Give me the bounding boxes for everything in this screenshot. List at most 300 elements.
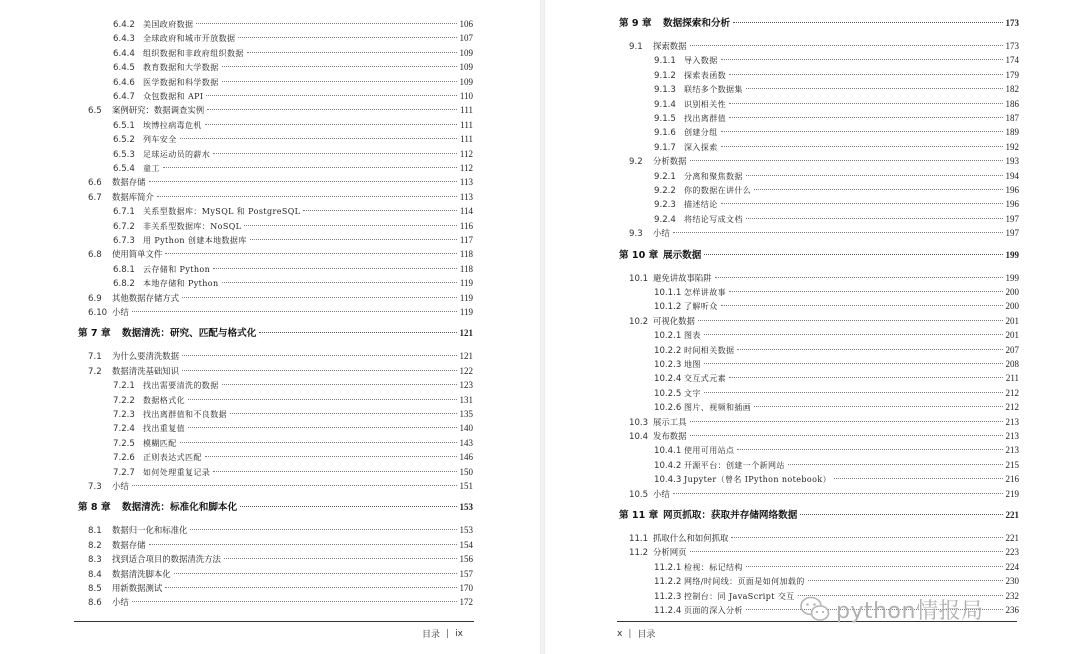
toc-page-number: 150 (459, 466, 473, 477)
section-number: 10.4.2 (654, 460, 682, 471)
toc-entry (654, 386, 1019, 400)
section-title: 找出离群值和不良数据 (143, 410, 227, 419)
section-title: 你的数据在讲什么 (684, 186, 752, 195)
toc-entry (629, 487, 1019, 501)
toc-chapter-entry (78, 500, 473, 516)
section-title: 深入探索 (684, 142, 718, 152)
dot-leader (746, 88, 1003, 89)
section-number: 10.2.5 (654, 388, 682, 399)
toc-page-number: 173 (1005, 18, 1019, 28)
section-title: 抓取什么和如何抓取 (653, 533, 729, 543)
section-title: 列车安全 (143, 135, 177, 145)
section-number: 10.1.2 (654, 302, 682, 313)
section-number: 9.1.6 (654, 128, 676, 139)
section-title: 本地存储和 Python (143, 279, 219, 289)
section-number: 7.2.5 (113, 438, 135, 449)
toc-entry (113, 421, 473, 435)
section-title: 可视化数据 (653, 315, 695, 326)
toc-entry (654, 53, 1019, 67)
toc-entry (113, 17, 473, 31)
section-number: 6.8.2 (113, 279, 135, 290)
dot-leader (729, 117, 1003, 118)
page-number: ix (455, 628, 463, 639)
section-number: 第 10 章 (619, 249, 659, 261)
toc-page-number: 212 (1005, 402, 1019, 413)
toc-page-number: 135 (459, 409, 473, 419)
footer-label: 目录 (637, 630, 656, 640)
dot-leader (213, 153, 457, 154)
dot-leader (690, 421, 1003, 422)
dot-leader (800, 514, 1002, 515)
toc-entry (654, 82, 1019, 96)
toc-entry (654, 68, 1019, 82)
toc-page-number: 118 (459, 249, 473, 260)
section-number: 10.4.3 (654, 475, 682, 486)
toc-entry (654, 183, 1019, 197)
section-title: 足球运动员的薪水 (143, 149, 211, 159)
dot-leader (721, 146, 1003, 147)
dot-leader (733, 22, 1002, 23)
toc-page-number: 232 (1005, 590, 1019, 601)
toc-page-number: 114 (459, 206, 473, 217)
toc-page-number: 112 (459, 163, 473, 173)
section-title: 其他数据存储方式 (112, 292, 179, 303)
toc-page-number: 113 (459, 191, 473, 202)
toc-page-number: 179 (1005, 69, 1019, 80)
toc-page-number: 197 (1005, 228, 1019, 239)
section-title: 创建分组 (684, 128, 718, 138)
section-title: 非关系型数据库：NoSQL (143, 221, 242, 231)
section-number: 6.4.5 (113, 63, 135, 74)
toc-page-number: 207 (1005, 344, 1019, 355)
toc-page-number: 117 (459, 235, 473, 245)
toc-entry (113, 276, 473, 290)
section-title: 检视：标记结构 (684, 562, 743, 572)
toc-page-number: 186 (1005, 98, 1019, 109)
toc-entry (88, 175, 473, 189)
toc-page-number: 182 (1005, 84, 1019, 95)
toc-entry (654, 197, 1019, 211)
toc-entry (88, 247, 473, 261)
toc-entry (113, 89, 473, 103)
dot-leader (746, 175, 1003, 176)
toc-page-number: 113 (459, 177, 473, 188)
footer-label: 目录 (422, 630, 441, 640)
section-number: 7.2.4 (113, 424, 135, 435)
toc-entry (629, 226, 1019, 240)
section-title: 控制台：同 JavaScript 交互 (684, 591, 795, 601)
toc-entry (88, 523, 473, 537)
dot-leader (729, 377, 1003, 378)
dot-leader (721, 131, 1003, 132)
dot-leader (673, 232, 1003, 233)
toc-page-number: 223 (1005, 547, 1019, 558)
toc-page-number: 123 (459, 380, 473, 391)
toc-entry (113, 219, 473, 233)
dot-leader (222, 282, 457, 283)
toc-page-number: 189 (1005, 127, 1019, 138)
dot-leader (746, 566, 1003, 567)
section-number: 9.1.2 (654, 70, 676, 81)
section-title: 分析网页 (653, 547, 687, 558)
toc-entry (654, 111, 1019, 125)
dot-leader (213, 268, 457, 269)
toc-page-number: 211 (1005, 373, 1019, 384)
toc-entry (88, 305, 473, 319)
section-number: 6.8.1 (113, 264, 135, 275)
dot-leader (132, 311, 457, 312)
section-number: 11.2.1 (654, 562, 682, 573)
dot-leader (754, 406, 1002, 407)
toc-entry (88, 103, 473, 117)
toc-entry (654, 371, 1019, 385)
section-title: 关系型数据库：MySQL 和 PostgreSQL (143, 207, 301, 217)
section-number: 8.3 (88, 555, 102, 566)
section-number: 11.1 (629, 534, 649, 544)
toc-page-number: 106 (459, 19, 473, 29)
section-number: 6.4.3 (113, 34, 135, 45)
dot-leader (165, 587, 456, 588)
section-number: 9.3 (629, 229, 643, 240)
section-number: 9.1.7 (654, 142, 676, 153)
section-title: 怎样讲故事 (684, 288, 726, 297)
toc-entry (629, 154, 1019, 168)
section-title: 网络/时间线：页面是如何加载的 (684, 577, 805, 587)
section-title: 网页抓取：获取并存储网络数据 (663, 510, 798, 521)
section-number: 8.4 (88, 569, 102, 580)
toc-entry (88, 190, 473, 204)
section-number: 6.4.4 (113, 48, 135, 59)
section-title: 分离和聚焦数据 (684, 171, 743, 181)
section-title: 分析数据 (653, 156, 687, 167)
dot-leader (808, 580, 1003, 581)
toc-entry (113, 262, 473, 276)
toc-page-number: 119 (459, 307, 473, 317)
toc-page-number: 121 (459, 328, 473, 339)
dot-leader (715, 277, 1003, 278)
toc-page-number: 196 (1005, 199, 1019, 210)
toc-entry (629, 531, 1019, 545)
section-title: 展示数据 (663, 249, 702, 261)
section-title: 案例研究：数据调查实例 (112, 105, 205, 116)
section-title: 数据存储 (112, 539, 146, 550)
section-title: 探索表函数 (684, 70, 726, 80)
section-title: 数据归一化和标准化 (112, 525, 188, 536)
section-title: 找出离群值 (684, 114, 726, 123)
section-number: 11.2 (629, 548, 649, 559)
section-title: 地图 (684, 360, 701, 369)
section-title: 小结 (112, 307, 129, 317)
dot-leader (240, 506, 456, 507)
section-number: 6.9 (88, 293, 102, 304)
toc-chapter-entry (78, 326, 473, 342)
toc-page-number: 112 (459, 148, 473, 159)
toc-page-number: 151 (459, 481, 473, 491)
toc-entry (654, 357, 1019, 371)
dot-leader (188, 427, 457, 428)
footer-separator: | (628, 628, 632, 639)
toc-page-number: 221 (1005, 510, 1019, 520)
section-title: 交互式元素 (684, 374, 726, 384)
dot-leader (213, 471, 456, 472)
toc-page-number: 236 (1005, 605, 1019, 615)
toc-page-number: 109 (459, 76, 473, 87)
section-title: 用新数据测试 (112, 583, 163, 593)
toc-page-number: 219 (1005, 488, 1019, 499)
toc-entry (629, 415, 1019, 429)
toc-entry (113, 46, 473, 60)
section-title: 小结 (653, 228, 670, 239)
section-title: 文字 (684, 388, 701, 398)
toc-page-number: 109 (459, 47, 473, 58)
dot-leader (165, 253, 457, 254)
toc-entry (113, 378, 473, 392)
toc-entry (88, 291, 473, 305)
dot-leader (737, 349, 1002, 350)
dot-leader (163, 167, 457, 168)
section-number: 6.4.7 (113, 92, 135, 102)
toc-entry (88, 349, 473, 363)
toc-page-number: 193 (1005, 156, 1019, 167)
section-title: 众包数据和 API (143, 92, 204, 101)
section-title: 数据清洗脚本化 (112, 568, 171, 579)
toc-entry (629, 314, 1019, 328)
dot-leader (729, 103, 1003, 104)
section-number: 9.2.2 (654, 186, 676, 196)
dot-leader (205, 124, 457, 125)
section-number: 10.1 (629, 273, 649, 284)
toc-page-number: 221 (1005, 533, 1019, 543)
toc-entry (654, 574, 1019, 588)
section-title: 数据格式化 (143, 395, 185, 405)
section-number: 7.2.6 (113, 453, 135, 464)
toc-page-number: 172 (459, 597, 473, 608)
toc-page-number: 109 (459, 62, 473, 73)
section-number: 6.5.2 (113, 135, 135, 146)
section-number: 6.7.2 (113, 221, 135, 232)
dot-leader (182, 297, 457, 298)
section-number: 10.2.2 (654, 345, 682, 356)
toc-page-number: 110 (459, 91, 473, 101)
section-number: 11.2.3 (654, 591, 682, 602)
toc-entry (654, 169, 1019, 183)
section-title: 导入数据 (684, 56, 718, 66)
toc-entry (113, 407, 473, 421)
section-title: 正则表达式匹配 (143, 453, 202, 463)
dot-leader (230, 413, 457, 414)
section-title: 数据清洗：标准化和脚本化 (122, 502, 238, 514)
toc-page-number: 157 (459, 568, 473, 579)
watermark-text: python情报局 (836, 598, 984, 624)
toc-entry (88, 552, 473, 566)
toc-page-number: 212 (1005, 387, 1019, 398)
dot-leader (704, 363, 1003, 364)
dot-leader (721, 59, 1003, 60)
dot-leader (690, 45, 1003, 46)
toc-page-number: 122 (459, 365, 473, 376)
toc-page-number: 213 (1005, 431, 1019, 441)
section-title: 童工 (143, 164, 160, 173)
toc-page-number: 194 (1005, 170, 1019, 181)
dot-leader (157, 196, 457, 197)
toc-entry (113, 147, 473, 161)
section-number: 9.2 (629, 157, 643, 168)
toc-chapter-entry (619, 508, 1019, 524)
section-number: 8.1 (88, 526, 102, 537)
section-number: 第 9 章 (619, 18, 652, 29)
toc-entry (113, 161, 473, 175)
toc-page-number: 154 (459, 539, 473, 550)
dot-leader (746, 218, 1003, 219)
section-number: 7.2.3 (113, 410, 135, 420)
section-number: 10.4.1 (654, 446, 682, 457)
section-title: 教育数据和大学数据 (143, 63, 219, 73)
section-number: 10.3 (629, 417, 649, 428)
section-title: 描述结论 (684, 200, 718, 210)
toc-entry (654, 560, 1019, 574)
section-title: 数据库简介 (112, 191, 154, 202)
toc-entry (88, 581, 473, 595)
toc-entry (654, 299, 1019, 313)
dot-leader (132, 485, 457, 486)
dot-leader (149, 181, 457, 182)
section-number: 6.6 (88, 178, 102, 189)
section-title: 时间相关数据 (684, 345, 735, 355)
toc-entry (113, 233, 473, 247)
section-number: 9.1.3 (654, 85, 676, 96)
toc-entry (654, 285, 1019, 299)
section-title: 模糊匹配 (143, 438, 177, 448)
section-number: 6.4.6 (113, 77, 135, 88)
section-number: 6.7 (88, 192, 102, 203)
dot-leader (737, 449, 1002, 450)
section-title: 找到适合项目的数据清洗方法 (112, 554, 221, 565)
section-number: 6.5 (88, 106, 102, 117)
toc-page-number: 200 (1005, 301, 1019, 312)
dot-leader (224, 558, 457, 559)
section-title: 云存储和 Python (143, 264, 211, 274)
section-number: 9.2.3 (654, 200, 676, 211)
section-title: 图片、视频和插画 (684, 403, 752, 413)
toc-page-number: 111 (460, 119, 473, 130)
dot-leader (206, 95, 456, 96)
dot-leader (704, 254, 1002, 255)
toc-entry (88, 479, 473, 493)
section-number: 6.10 (88, 308, 108, 318)
dot-leader (704, 392, 1003, 393)
section-number: 6.5.1 (113, 120, 135, 131)
toc-chapter-entry (619, 16, 1019, 32)
footer-right (617, 627, 655, 640)
dot-leader (205, 456, 457, 457)
section-number: 8.2 (88, 540, 102, 551)
dot-leader (303, 210, 456, 211)
dot-leader (238, 37, 456, 38)
toc-page-number: 119 (459, 292, 473, 303)
toc-page-number: 118 (459, 263, 473, 274)
toc-page-number: 199 (1005, 249, 1019, 260)
toc-entry (629, 429, 1019, 443)
section-title: 埃博拉病毒危机 (143, 120, 202, 130)
section-title: 为什么要清洗数据 (112, 351, 179, 362)
section-title: 使用可用站点 (684, 446, 735, 456)
toc-page-number: 119 (459, 278, 473, 289)
toc-entry (629, 39, 1019, 53)
toc-page-number: 187 (1005, 113, 1019, 123)
toc-page-number: 153 (459, 502, 473, 513)
section-number: 6.7.3 (113, 236, 135, 246)
toc-entry (113, 204, 473, 218)
section-title: 使用简单文件 (112, 249, 163, 260)
section-title: 医学数据和科学数据 (143, 77, 219, 87)
dot-leader (247, 52, 457, 53)
section-number: 10.1.1 (654, 288, 682, 298)
section-number: 10.2 (629, 316, 649, 327)
toc-entry (654, 140, 1019, 154)
toc-page-number: 146 (459, 452, 473, 463)
toc-page-number: 107 (459, 33, 473, 44)
toc-entry (113, 465, 473, 479)
toc-entry (113, 60, 473, 74)
toc-entry (113, 393, 473, 407)
toc-page-number: 208 (1005, 359, 1019, 369)
toc-entry (654, 125, 1019, 139)
dot-leader (721, 305, 1003, 306)
section-number: 7.2.7 (113, 467, 135, 478)
toc-page-number: 173 (1005, 41, 1019, 51)
section-number: 10.5 (629, 489, 649, 500)
toc-entry (654, 400, 1019, 414)
toc-entry (654, 472, 1019, 486)
section-number: 第 8 章 (78, 502, 111, 514)
section-title: 小结 (112, 597, 129, 608)
dot-leader (182, 355, 457, 356)
toc-page-number: 156 (459, 554, 473, 565)
section-number: 9.1.4 (654, 99, 676, 110)
section-title: 发布数据 (653, 431, 687, 441)
toc-page-number: 213 (1005, 445, 1019, 456)
toc-entry (113, 31, 473, 45)
section-number: 9.2.4 (654, 214, 676, 225)
toc-entry (654, 343, 1019, 357)
section-number: 9.2.1 (654, 171, 676, 182)
toc-page-number: 197 (1005, 213, 1019, 224)
toc-entry (88, 567, 473, 581)
section-number: 10.2.6 (654, 403, 682, 414)
toc-page-number: 121 (459, 351, 473, 362)
toc-page-number: 199 (1005, 272, 1019, 283)
toc-page-number: 153 (459, 525, 473, 536)
toc-entry (88, 364, 473, 378)
section-number: 11.2.4 (654, 606, 682, 616)
dot-leader (754, 189, 1002, 190)
section-number: 8.6 (88, 598, 102, 609)
toc-page-number: 196 (1005, 185, 1019, 195)
toc-entry (88, 538, 473, 552)
section-title: 识别相关性 (684, 99, 726, 109)
dot-leader (721, 203, 1003, 204)
section-title: 将结论写成文档 (684, 214, 743, 224)
toc-page-number: 192 (1005, 141, 1019, 152)
dot-leader (222, 384, 457, 385)
toc-entry (88, 595, 473, 609)
footer-rule-left (74, 621, 474, 622)
toc-entry (113, 118, 473, 132)
watermark (800, 592, 1060, 626)
toc-page-number: 200 (1005, 287, 1019, 297)
section-title: 图表 (684, 331, 701, 341)
dot-leader (222, 81, 457, 82)
